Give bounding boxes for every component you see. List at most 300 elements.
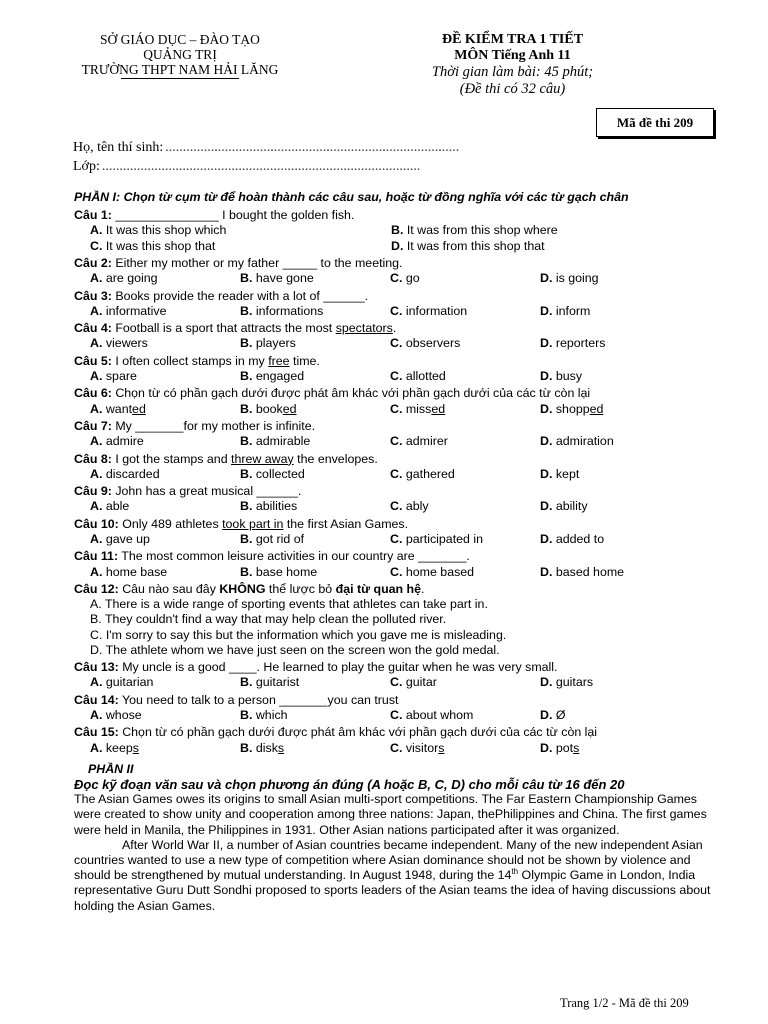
question-text: John has a great musical ______.: [111, 484, 302, 499]
answer-option[interactable]: [90, 304, 240, 319]
answer-option[interactable]: [390, 499, 540, 514]
option-letter: A.: [90, 740, 103, 755]
question-5: [74, 354, 714, 384]
option-word-stem: want: [105, 401, 133, 416]
part2-title: PHẦN II: [88, 761, 134, 776]
answer-option[interactable]: [390, 741, 540, 756]
option-text: go: [405, 271, 420, 286]
answer-options: [74, 741, 714, 756]
answer-option[interactable]: [240, 336, 390, 351]
option-text: gathered: [405, 466, 455, 481]
option-text: which: [255, 707, 288, 722]
answer-option[interactable]: [90, 402, 240, 417]
answer-option[interactable]: [240, 467, 390, 482]
answer-option[interactable]: [90, 628, 714, 643]
option-letter: D.: [540, 531, 553, 546]
question-label: Câu 2:: [74, 256, 112, 270]
answer-option[interactable]: [390, 467, 540, 482]
answer-option[interactable]: [390, 434, 540, 449]
option-text: It was from this shop that: [406, 238, 545, 253]
option-word-stem: shopp: [555, 401, 590, 416]
option-text: whose: [105, 707, 142, 722]
option-letter: B.: [240, 564, 253, 579]
option-text: informations: [255, 303, 324, 318]
answer-option[interactable]: [540, 271, 690, 286]
option-letter: C.: [90, 627, 103, 642]
question-7: [74, 419, 714, 449]
option-text: guitarian: [105, 675, 154, 690]
option-letter: A.: [90, 434, 103, 449]
option-text: players: [255, 336, 296, 351]
option-letter: A.: [90, 564, 103, 579]
question-text-post: .: [421, 581, 425, 596]
option-letter: B.: [391, 223, 404, 238]
option-letter: B.: [90, 612, 102, 627]
option-letter: C.: [390, 531, 403, 546]
question-6: [74, 386, 714, 416]
option-letter: A.: [90, 499, 103, 514]
option-text: home based: [405, 564, 475, 579]
answer-option[interactable]: [240, 271, 390, 286]
exam-content: [74, 190, 714, 914]
exam-time: Thời gian làm bài: 45 phút;: [431, 64, 594, 80]
option-letter: B.: [240, 531, 253, 546]
question-text: My uncle is a good ____. He learned to play the guitar when he was very small.: [118, 660, 558, 675]
option-text: engaged: [255, 368, 305, 383]
option-letter: D.: [540, 466, 553, 481]
question-text: You need to talk to a person _______you can trust: [118, 692, 399, 707]
underlined-phrase: spectators: [335, 321, 393, 336]
student-class-field[interactable]: ...........................................................................................: [101, 159, 421, 174]
option-text: guitars: [555, 675, 594, 690]
answer-option[interactable]: [390, 708, 540, 723]
option-letter: A.: [90, 675, 103, 690]
option-text: collected: [255, 466, 305, 481]
answer-option[interactable]: [90, 612, 714, 627]
option-text: guitarist: [255, 675, 300, 690]
answer-option[interactable]: [390, 271, 540, 286]
question-text-post: .: [392, 321, 397, 336]
option-letter: C.: [390, 368, 403, 383]
question-stem: [74, 452, 714, 467]
student-name-row: [73, 138, 459, 157]
school-name: TRƯỜNG THPT NAM HẢI LĂNG: [81, 62, 279, 77]
option-letter: C.: [390, 740, 403, 755]
option-word-stem: visitor: [405, 740, 439, 755]
exam-code-box: Mã đề thi 209: [596, 108, 714, 137]
answer-options: [74, 467, 714, 482]
option-text: reporters: [555, 336, 606, 351]
option-letter: C.: [390, 401, 403, 416]
option-letter: C.: [390, 336, 403, 351]
option-letter: C.: [390, 303, 403, 318]
question-label: Câu 14:: [74, 692, 119, 707]
option-text: busy: [555, 368, 583, 383]
question-stem: [74, 354, 714, 369]
option-letter: C.: [390, 499, 403, 514]
option-text: admiration: [555, 434, 614, 449]
option-underlined-part: s: [277, 740, 285, 755]
option-letter: B.: [240, 303, 253, 318]
answer-option[interactable]: [540, 304, 690, 319]
answer-option[interactable]: [90, 499, 240, 514]
question-label: Câu 6:: [74, 386, 112, 401]
question-3: [74, 289, 714, 319]
answer-option[interactable]: [390, 304, 540, 319]
option-text: I'm sorry to say this but the information which you gave me is misleading.: [105, 627, 507, 642]
option-letter: C.: [390, 707, 403, 722]
emphasis-phrase: đại từ quan hệ: [335, 581, 422, 596]
option-underlined-part: ed: [431, 401, 446, 416]
part1-title: PHẦN I: Chọn từ cụm từ để hoàn thành các câu sau, hoặc từ đồng nghĩa với các từ gạch chân: [74, 190, 629, 204]
option-letter: B.: [240, 466, 253, 481]
answer-options: [74, 675, 714, 690]
option-text: It was this shop that: [105, 238, 216, 253]
option-text: gave up: [105, 531, 150, 546]
option-letter: A.: [90, 336, 103, 351]
answer-option[interactable]: [240, 304, 390, 319]
option-text: home base: [105, 564, 168, 579]
option-word-stem: book: [255, 401, 283, 416]
province-name: QUẢNG TRỊ: [143, 47, 217, 62]
answer-option[interactable]: [90, 532, 240, 547]
answer-option[interactable]: [240, 708, 390, 723]
question-label: Câu 12:: [74, 581, 119, 596]
option-text: got rid of: [255, 531, 305, 546]
question-text: Either my mother or my father _____ to the meeting.: [111, 256, 403, 270]
answer-option[interactable]: [540, 467, 690, 482]
option-letter: D.: [540, 740, 553, 755]
option-letter: A.: [90, 401, 103, 416]
option-letter: B.: [240, 434, 253, 449]
answer-options: [74, 708, 714, 723]
option-letter: A.: [90, 271, 103, 286]
option-letter: C.: [390, 466, 403, 481]
option-text: spare: [105, 368, 137, 383]
option-letter: B.: [240, 740, 253, 755]
question-text-pre: I got the stamps and: [111, 451, 232, 466]
question-stem: [74, 517, 714, 532]
option-letter: A.: [90, 466, 103, 481]
answer-option[interactable]: [540, 532, 690, 547]
exam-subject: MÔN Tiếng Anh 11: [454, 48, 571, 63]
option-text: It was this shop which: [105, 223, 227, 238]
answer-options: [74, 336, 714, 351]
question-stem: [74, 484, 714, 499]
question-text: Books provide the reader with a lot of ______.: [111, 288, 369, 303]
option-text: about whom: [405, 707, 474, 722]
question-11: [74, 549, 714, 579]
answer-option[interactable]: [540, 434, 690, 449]
question-label: Câu 10:: [74, 516, 119, 531]
option-text: able: [105, 499, 130, 514]
option-letter: B.: [240, 368, 253, 383]
option-letter: D.: [540, 303, 553, 318]
question-list: [74, 208, 714, 756]
answer-option[interactable]: [90, 336, 240, 351]
underlined-phrase: threw away: [231, 451, 294, 466]
answer-option[interactable]: [540, 369, 690, 384]
option-text: viewers: [105, 336, 148, 351]
question-stem: [74, 660, 714, 675]
option-letter: D.: [90, 642, 103, 657]
answer-option[interactable]: [90, 675, 240, 690]
option-letter: D.: [540, 271, 553, 286]
option-text: They couldn't find a way that may help clean the polluted river.: [104, 612, 447, 627]
option-letter: B.: [240, 271, 253, 286]
option-letter: C.: [390, 564, 403, 579]
answer-option[interactable]: [240, 675, 390, 690]
option-text: guitar: [405, 675, 437, 690]
answer-option[interactable]: [390, 565, 540, 580]
answer-options: [74, 223, 714, 253]
answer-option[interactable]: [90, 369, 240, 384]
answer-options: [74, 402, 714, 417]
option-text: discarded: [105, 466, 160, 481]
question-label: Câu 7:: [74, 418, 112, 433]
option-text: admirer: [405, 434, 448, 449]
option-text: is going: [555, 271, 599, 286]
option-text: Ø: [555, 707, 566, 722]
option-underlined-part: s: [573, 740, 580, 755]
answer-option[interactable]: [540, 675, 690, 690]
answer-option[interactable]: [240, 499, 390, 514]
paragraph-2-part-a: After World War II, a number of Asian countries became independent. Many of the new independent Asian countries wanted to use a new type of competition where Asian dominance should not be shown by violence and should be strengthened by mutual understanding. In August 1948, during the 14: [74, 837, 703, 883]
answer-option[interactable]: [90, 643, 714, 658]
answer-option[interactable]: [90, 271, 240, 286]
question-text-pre: Câu nào sau đây: [118, 581, 220, 596]
student-name-label: Họ, tên thí sinh:: [73, 140, 164, 155]
option-text: The athlete whom we have just seen on the screen won the gold medal.: [105, 642, 500, 657]
question-label: Câu 9:: [74, 484, 112, 499]
option-text: information: [405, 303, 468, 318]
emphasis-word: KHÔNG: [219, 581, 266, 596]
question-2: [74, 256, 714, 286]
option-text: inform: [555, 303, 591, 318]
question-10: [74, 517, 714, 547]
option-text: allotted: [405, 368, 446, 383]
answer-options: [74, 369, 714, 384]
question-stem: [74, 208, 714, 223]
option-text: added to: [555, 531, 605, 546]
option-letter: D.: [540, 401, 553, 416]
option-letter: A.: [90, 531, 103, 546]
question-9: [74, 484, 714, 514]
option-letter: B.: [240, 675, 253, 690]
option-letter: B.: [240, 401, 253, 416]
question-label: Câu 8:: [74, 451, 112, 466]
part2-instruction: Đọc kỹ đoạn văn sau và chọn phương án đúng (A hoặc B, C, D) cho mỗi câu từ 16 đến 20: [74, 776, 625, 792]
option-text: based home: [555, 564, 625, 579]
option-letter: B.: [240, 499, 253, 514]
option-text: There is a wide range of sporting events that athletes can take part in.: [104, 597, 488, 612]
question-label: Câu 11:: [74, 549, 119, 564]
option-underlined-part: s: [132, 740, 139, 755]
answer-option[interactable]: [90, 467, 240, 482]
answer-option[interactable]: [391, 223, 691, 238]
option-letter: A.: [90, 368, 103, 383]
ordinal-suffix: th: [511, 867, 519, 877]
answer-option[interactable]: [240, 434, 390, 449]
answer-option[interactable]: [240, 741, 390, 756]
question-label: Câu 1:: [74, 208, 112, 223]
student-class-row: [73, 157, 459, 176]
reading-paragraph-2: [74, 838, 714, 914]
answer-option[interactable]: [240, 369, 390, 384]
underlined-phrase: took part in: [222, 516, 284, 531]
option-letter: D.: [540, 336, 553, 351]
answer-option[interactable]: [90, 434, 240, 449]
answer-option[interactable]: [390, 369, 540, 384]
student-info: [73, 138, 459, 176]
question-12: [74, 582, 714, 658]
question-text: _______________ I bought the golden fish.: [111, 208, 355, 223]
option-letter: D.: [540, 707, 553, 722]
part2-section: [74, 762, 714, 914]
option-underlined-part: ed: [589, 401, 604, 416]
question-4: [74, 321, 714, 351]
question-15: [74, 725, 714, 755]
question-stem: [74, 549, 714, 564]
option-letter: D.: [540, 499, 553, 514]
option-text: ably: [405, 499, 429, 514]
option-text: have gone: [255, 271, 314, 286]
option-letter: C.: [390, 434, 403, 449]
question-stem: [74, 321, 714, 336]
option-text: admirable: [255, 434, 311, 449]
question-text-post: the envelopes.: [293, 451, 378, 466]
option-letter: C.: [390, 271, 403, 286]
school-header: [70, 32, 290, 79]
answer-options: [74, 597, 714, 658]
question-label: Câu 3:: [74, 288, 112, 303]
answer-option[interactable]: [90, 223, 391, 238]
question-stem: [74, 256, 714, 271]
answer-option[interactable]: [90, 708, 240, 723]
option-underlined-part: ed: [282, 401, 297, 416]
answer-option[interactable]: [540, 336, 690, 351]
underlined-phrase: free: [268, 353, 290, 368]
answer-option[interactable]: [90, 565, 240, 580]
question-stem: [74, 693, 714, 708]
option-letter: D.: [540, 564, 553, 579]
option-letter: A.: [90, 303, 103, 318]
option-text: base home: [255, 564, 318, 579]
option-text: ability: [555, 499, 588, 514]
answer-option[interactable]: [540, 565, 690, 580]
answer-option[interactable]: [90, 597, 714, 612]
answer-options: [74, 271, 714, 286]
student-class-label: Lớp:: [73, 159, 100, 174]
option-letter: D.: [540, 368, 553, 383]
option-letter: A.: [90, 223, 103, 238]
question-stem: [74, 386, 714, 401]
question-text: Chọn từ có phần gạch dưới được phát âm khác với phần gạch dưới của các từ còn lại: [118, 725, 598, 740]
student-name-field[interactable]: ....................................................................................: [165, 140, 460, 155]
question-label: Câu 13:: [74, 660, 119, 675]
option-word-stem: pot: [555, 740, 574, 755]
answer-options: [74, 499, 714, 514]
exam-note: (Đề thi có 32 câu): [459, 81, 566, 97]
option-text: participated in: [405, 531, 484, 546]
answer-option[interactable]: [540, 499, 690, 514]
question-stem: [74, 582, 714, 597]
answer-options: [74, 304, 714, 319]
question-14: [74, 693, 714, 723]
option-letter: A.: [90, 707, 103, 722]
department-name: SỞ GIÁO DỤC – ĐÀO TẠO: [100, 32, 260, 47]
answer-option[interactable]: [390, 532, 540, 547]
question-text-pre: I often collect stamps in my: [111, 353, 269, 368]
option-letter: B.: [240, 336, 253, 351]
option-word-stem: disk: [255, 740, 278, 755]
exam-title: ĐỀ KIỂM TRA 1 TIẾT: [441, 32, 584, 47]
option-letter: C.: [390, 675, 403, 690]
option-text: abilities: [255, 499, 298, 514]
paragraph-2-part-b: Olympic Game in London, India representative Guru Dutt Sondhi proposed to sports leaders of the Asian teams the idea of having discussions about holding the Asian Games.: [74, 868, 711, 913]
option-text: informative: [105, 303, 167, 318]
question-text-pre: Football is a sport that attracts the most: [111, 321, 336, 336]
question-label: Câu 4:: [74, 321, 112, 336]
option-letter: B.: [240, 707, 253, 722]
answer-option[interactable]: [240, 565, 390, 580]
question-text: The most common leisure activities in our country are _______.: [118, 549, 470, 564]
question-text-pre: Only 489 athletes: [118, 516, 223, 531]
question-text-post: the first Asian Games.: [283, 516, 409, 531]
option-word-stem: keep: [105, 740, 133, 755]
question-label: Câu 5:: [74, 353, 112, 368]
question-stem: [74, 725, 714, 740]
answer-option[interactable]: [90, 239, 391, 254]
option-letter: D.: [540, 675, 553, 690]
answer-option[interactable]: [540, 741, 690, 756]
question-stem: [74, 289, 714, 304]
answer-option[interactable]: [240, 532, 390, 547]
question-label: Câu 15:: [74, 725, 119, 740]
answer-option[interactable]: [390, 336, 540, 351]
option-letter: A.: [90, 597, 102, 612]
question-text: Chọn từ có phần gạch dưới được phát âm khác với phần gạch dưới của các từ còn lại: [111, 386, 591, 401]
answer-option[interactable]: [540, 708, 690, 723]
question-stem: [74, 419, 714, 434]
question-13: [74, 660, 714, 690]
option-letter: D.: [391, 238, 404, 253]
answer-option[interactable]: [240, 402, 390, 417]
answer-option[interactable]: [390, 675, 540, 690]
option-underlined-part: s: [438, 740, 445, 755]
option-underlined-part: ed: [132, 401, 146, 416]
answer-option[interactable]: [90, 741, 240, 756]
question-text: My _______for my mother is infinite.: [111, 418, 316, 433]
option-text: kept: [555, 466, 580, 481]
reading-paragraph-1: The Asian Games owes its origins to small Asian multi-sport competitions. The Far Eastern Championship Games were created to show unity and cooperation among three nations: Japan, thePhilippines and China. The first games were held in Manila, the Philippines in 1931. Other Asian nations participated after it was organized.: [74, 792, 707, 837]
answer-option[interactable]: [390, 402, 540, 417]
answer-options: [74, 434, 714, 449]
question-text-mid: thể lược bỏ: [265, 581, 336, 596]
question-8: [74, 452, 714, 482]
option-text: observers: [405, 336, 461, 351]
option-text: are going: [105, 271, 158, 286]
answer-option[interactable]: [391, 239, 691, 254]
exam-header: [400, 32, 625, 98]
option-letter: C.: [90, 238, 103, 253]
question-text-post: time.: [289, 353, 320, 368]
option-letter: D.: [540, 434, 553, 449]
answer-options: [74, 565, 714, 580]
header-divider: [121, 78, 239, 79]
answer-option[interactable]: [540, 402, 690, 417]
option-text: admire: [105, 434, 144, 449]
